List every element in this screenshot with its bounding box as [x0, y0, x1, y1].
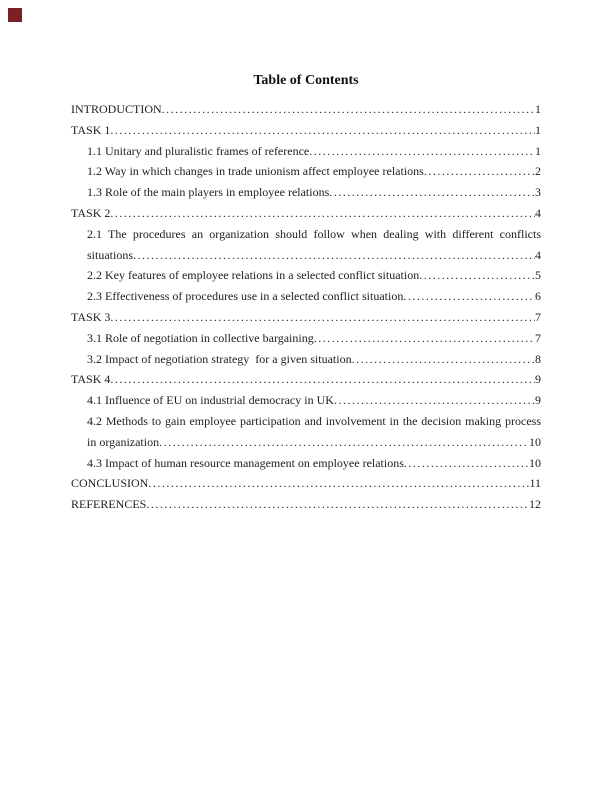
toc-dot-leader	[110, 307, 535, 328]
toc-entry	[71, 390, 541, 411]
toc-page-number: 3	[535, 185, 541, 200]
toc-dot-leader	[334, 390, 535, 411]
toc-page-number: 11	[529, 476, 541, 491]
toc-entry	[71, 349, 541, 370]
toc-dot-leader	[403, 286, 535, 307]
toc-page-number: 10	[529, 455, 541, 470]
toc-dot-leader	[159, 432, 529, 453]
toc-dot-leader	[110, 120, 535, 141]
toc-page-number: 1	[535, 102, 541, 116]
toc-entry-text: 1.3 Role of the main players in employee relations	[87, 185, 330, 200]
toc-entry-text: INTRODUCTION	[71, 102, 162, 116]
toc-entry	[71, 265, 541, 286]
toc-entry-text-line1: 2.1 The procedures an organization should follow when dealing with different conflicts	[87, 226, 541, 241]
toc-page-number: 4	[535, 205, 541, 220]
toc-entry-text: 4.3 Impact of human resource management on employee relations	[87, 455, 404, 470]
toc-page-number: 7	[535, 309, 541, 324]
toc-entry-line	[87, 453, 541, 474]
toc-page-number: 9	[535, 393, 541, 408]
toc-entry	[71, 161, 541, 182]
toc-entry-text: REFERENCES	[71, 497, 147, 512]
toc-entry-text-line2: situations	[87, 247, 134, 262]
toc-entry	[71, 99, 541, 120]
toc-entry	[71, 224, 541, 266]
toc-entry-line	[87, 286, 541, 307]
toc-page-number: 2	[535, 164, 541, 179]
toc-dot-leader	[352, 349, 535, 370]
toc-dot-leader	[146, 494, 529, 515]
toc-entry-line	[87, 432, 541, 453]
toc-page-number: 1	[535, 143, 541, 158]
toc-dot-leader	[309, 141, 535, 162]
toc-dot-leader	[133, 245, 535, 266]
toc-entry	[71, 307, 541, 328]
toc-entry-line	[71, 369, 541, 390]
toc-entry-text: 2.3 Effectiveness of procedures use in a selected conflict situation	[87, 289, 404, 304]
toc-dot-leader	[148, 473, 529, 494]
toc-page-number: 10	[529, 434, 541, 449]
toc-dot-leader	[162, 99, 535, 120]
toc-entry	[71, 141, 541, 162]
toc-entry-line	[87, 328, 541, 349]
toc-dot-leader	[424, 161, 535, 182]
toc-entry-line	[71, 307, 541, 328]
toc-entry-line	[71, 120, 541, 141]
toc-list	[71, 89, 541, 515]
toc-entry-text: 3.1 Role of negotiation in collective bargaining	[87, 330, 314, 345]
toc-entry	[71, 120, 541, 141]
toc-entry-line	[87, 141, 541, 162]
toc-dot-leader	[110, 369, 535, 390]
toc-entry-line	[87, 349, 541, 370]
toc-dot-leader	[419, 265, 535, 286]
toc-entry-line	[71, 473, 541, 494]
toc-entry-text-line2: in organization	[87, 434, 160, 449]
toc-dot-leader	[110, 203, 535, 224]
toc-page-number: 12	[529, 497, 541, 512]
toc-entry	[71, 286, 541, 307]
toc-entry-line	[71, 494, 541, 515]
toc-entry-line	[87, 245, 541, 266]
toc-entry-text: 1.2 Way in which changes in trade unionism affect employee relations	[87, 164, 424, 179]
toc-dot-leader	[404, 453, 529, 474]
page-title: Table of Contents	[253, 73, 359, 88]
logo-mark	[8, 8, 22, 22]
toc-entry-text: 1.1 Unitary and pluralistic frames of reference	[87, 143, 310, 158]
toc-entry	[71, 182, 541, 203]
toc-entry-text: TASK 1	[71, 122, 111, 137]
toc-entry-line	[87, 161, 541, 182]
toc-entry	[71, 494, 541, 515]
toc-page-number: 6	[535, 289, 541, 304]
toc-dot-leader	[314, 328, 535, 349]
toc-page-number: 8	[535, 351, 541, 366]
toc-entry-text: 3.2 Impact of negotiation strategy for a given situation	[87, 351, 352, 366]
toc-entry	[71, 203, 541, 224]
toc-entry-line	[87, 390, 541, 411]
toc-entry-line	[87, 265, 541, 286]
toc-entry	[71, 473, 541, 494]
toc-page-number: 1	[535, 122, 541, 137]
toc-entry	[71, 411, 541, 453]
toc-page-number: 7	[535, 330, 541, 345]
toc-entry-text: 2.2 Key features of employee relations in a selected conflict situation	[87, 268, 420, 283]
toc-page-number: 5	[535, 268, 541, 283]
toc-entry-text: TASK 3	[71, 309, 111, 324]
toc-dot-leader	[329, 182, 535, 203]
toc-entry-text: 4.1 Influence of EU on industrial democracy in UK	[87, 393, 334, 408]
toc-page-number: 4	[535, 247, 541, 262]
toc-entry-line	[71, 203, 541, 224]
toc-entry-line	[87, 182, 541, 203]
toc-entry	[71, 453, 541, 474]
toc-entry-text: CONCLUSION	[71, 476, 149, 491]
toc-entry	[71, 328, 541, 349]
toc-entry-text-line1: 4.2 Methods to gain employee participation and involvement in the decision making process	[87, 413, 541, 428]
toc-entry	[71, 369, 541, 390]
toc-entry-text: TASK 4	[71, 372, 111, 387]
toc-page-number: 9	[535, 372, 541, 387]
toc-entry-line	[71, 99, 541, 120]
toc-entry-text: TASK 2	[71, 205, 111, 220]
